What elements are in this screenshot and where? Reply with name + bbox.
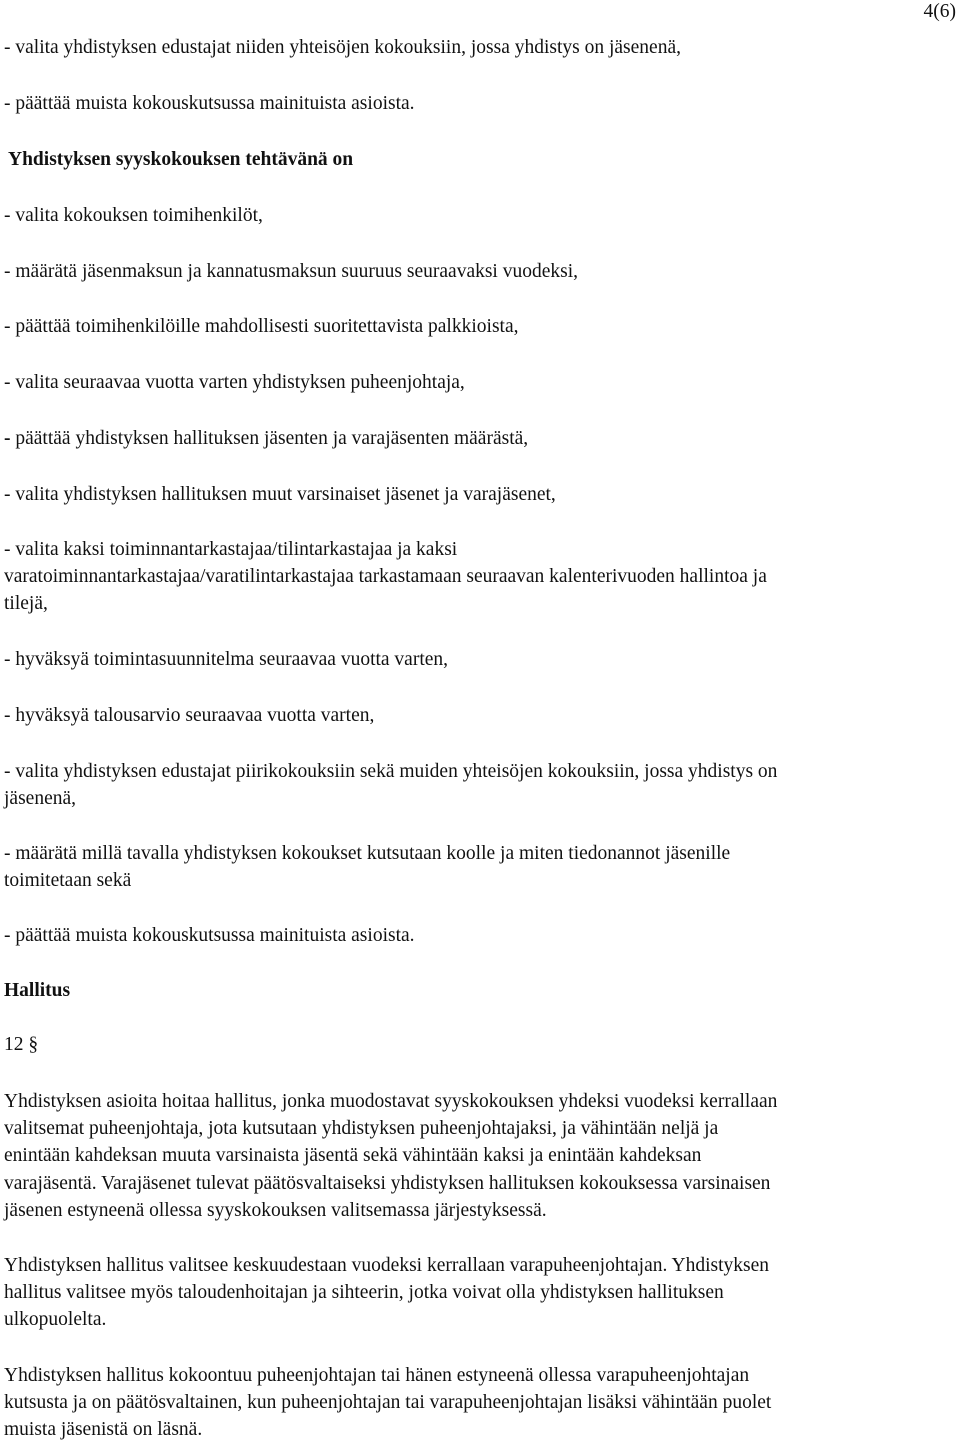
text-line: varajäsentä. Varajäsenet tulevat päätösvaltaiseksi yhdistyksen hallituksen kokouksessa varsinaisen bbox=[4, 1173, 771, 1194]
text-line: enintään kahdeksan muuta varsinaista jäsentä sekä vähintään kaksi ja enintään kahdeksan bbox=[4, 1145, 702, 1166]
text-line: Yhdistyksen asioita hoitaa hallitus, jonka muodostavat syyskokouksen yhdeksi vuodeksi kerrallaan bbox=[4, 1091, 778, 1112]
text-line: tilejä, bbox=[4, 593, 48, 614]
text-line: - valita yhdistyksen edustajat piirikokouksiin sekä muiden yhteisöjen kokouksiin, jossa yhdistys on bbox=[4, 761, 778, 782]
text-line: - hyväksyä talousarvio seuraavaa vuotta varten, bbox=[4, 705, 375, 726]
text-line: ulkopuolelta. bbox=[4, 1309, 107, 1330]
text-line: - hyväksyä toimintasuunnitelma seuraavaa vuotta varten, bbox=[4, 649, 449, 670]
text-line: - valita seuraavaa vuotta varten yhdistyksen puheenjohtaja, bbox=[4, 372, 465, 393]
text-line: - valita yhdistyksen edustajat niiden yhteisöjen kokouksiin, jossa yhdistys on jäsenenä, bbox=[4, 37, 681, 58]
text-line: jäsenen estyneenä ollessa syyskokouksen valitsemassa järjestyksessä. bbox=[4, 1200, 547, 1221]
text-line: - päättää muista kokouskutsussa mainituista asioista. bbox=[4, 93, 415, 114]
section-heading: Hallitus bbox=[4, 980, 71, 1001]
text-line: kutsusta ja on päätösvaltainen, kun puheenjohtajan tai varapuheenjohtajan lisäksi vähintään puolet bbox=[4, 1392, 772, 1413]
section-heading: Yhdistyksen syyskokouksen tehtävänä on bbox=[8, 149, 354, 170]
text-line: varatoiminnantarkastajaa/varatilintarkastajaa tarkastamaan seuraavan kalenterivuoden hallintoa ja bbox=[4, 566, 767, 587]
text-line: - määrätä millä tavalla yhdistyksen kokoukset kutsutaan koolle ja miten tiedonannot jäsenille bbox=[4, 843, 731, 864]
text-line: - päättää toimihenkilöille mahdollisesti suoritettavista palkkioista, bbox=[4, 316, 519, 337]
text-line: toimitetaan sekä bbox=[4, 870, 132, 891]
text-line bbox=[4, 425, 528, 452]
text-line: - määrätä jäsenmaksun ja kannatusmaksun suuruus seuraavaksi vuodeksi, bbox=[4, 261, 579, 282]
text-line: - valita kaksi toiminnantarkastajaa/tilintarkastajaa ja kaksi bbox=[4, 539, 458, 560]
page-number: 4(6) bbox=[923, 1, 956, 22]
text-span: päättää yhdistyksen hallituksen jäsenten ja varajäsenten määrästä, bbox=[10, 428, 529, 449]
text-line: Yhdistyksen hallitus kokoontuu puheenjohtajan tai hänen estyneenä ollessa varapuheenjohtajan bbox=[4, 1365, 750, 1386]
text-line: valitsemat puheenjohtaja, jota kutsutaan yhdistyksen puheenjohtajaksi, ja vähintään neljä ja bbox=[4, 1118, 719, 1139]
bold-dash: - bbox=[4, 428, 11, 449]
paragraph-number: 12 § bbox=[4, 1034, 39, 1055]
text-line: muista jäsenistä on läsnä. bbox=[4, 1419, 203, 1440]
text-line: jäsenenä, bbox=[4, 788, 77, 809]
text-line: - päättää muista kokouskutsussa mainituista asioista. bbox=[4, 925, 415, 946]
text-line: Yhdistyksen hallitus valitsee keskuudestaan vuodeksi kerrallaan varapuheenjohtajan. Yhdistyksen bbox=[4, 1255, 769, 1276]
text-line: - valita yhdistyksen hallituksen muut varsinaiset jäsenet ja varajäsenet, bbox=[4, 484, 556, 505]
text-line: - valita kokouksen toimihenkilöt, bbox=[4, 205, 263, 226]
text-line: hallitus valitsee myös taloudenhoitajan ja sihteerin, jotka voivat olla yhdistyksen hallituksen bbox=[4, 1282, 724, 1303]
